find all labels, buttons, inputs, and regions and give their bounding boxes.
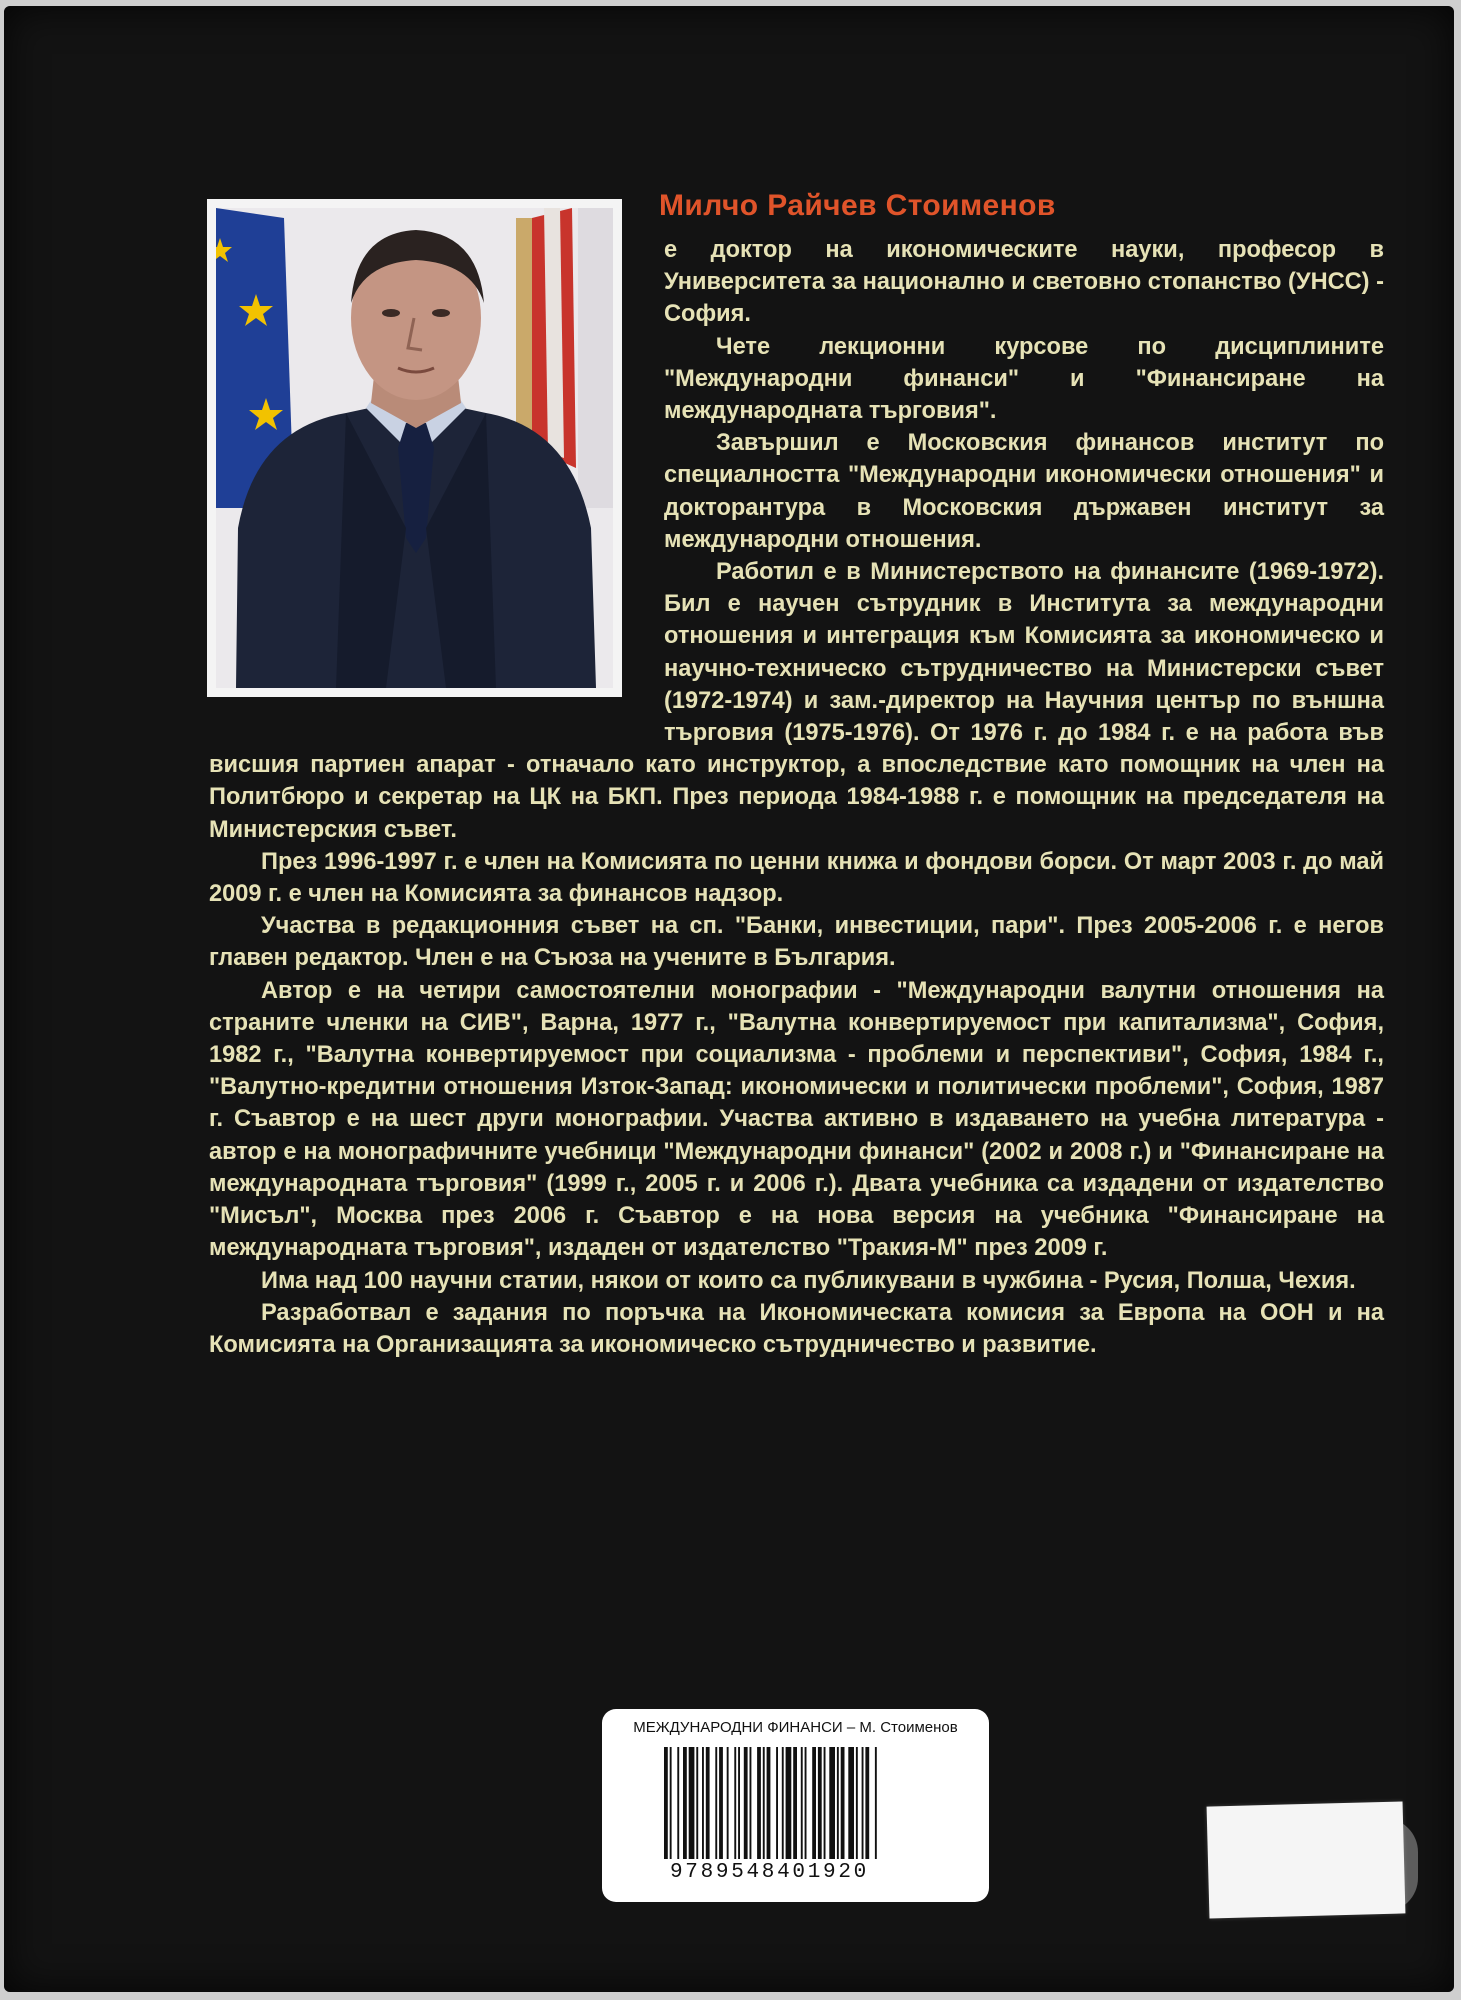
author-biography <box>209 234 1384 1361</box>
bio-paragraph-6: Участва в редакционния съвет на сп. "Банки, инвестиции, пари". През 2005-2006 г. е негов главен редактор. Член е на Съюза на учените в България. <box>209 913 1384 972</box>
isbn-number: 9789548401920 <box>670 1861 869 1884</box>
isbn-barcode-label <box>602 1709 989 1902</box>
bio-paragraph-8: Има над 100 научни статии, някои от които са публикувани в чужбина - Русия, Полша, Чехия. <box>261 1267 1356 1294</box>
bio-paragraph-9: Разработвал е задания по поръчка на Икономическата комисия за Европа на ООН и на Комисията на Организацията за икономическо сътрудничество и развитие. <box>209 1299 1384 1358</box>
bio-paragraph-4: Работил е в Министерството на финансите (1969-1972). Бил е научен сътрудник в Института за международни отношения и интеграция към Комисията за икономическо и научно-техническо сътрудничество на Министерски съвет (1972-1974) и зам.-директор на Научния център по външна търговия (1975-1976). От 1976 г. до 1984 г. е на работа във висшия партиен апарат - отначало като инструктор, а впоследствие като помощник на член на Политбюро и секретар на ЦК на БКП. През периода 1984-1988 г. е помощник на председателя на Министерския съвет. <box>209 559 1384 843</box>
photo-text-wrap-spacer <box>209 234 664 730</box>
author-name: Милчо Райчев Стоименов <box>659 189 1056 222</box>
bio-paragraph-7: Автор е на четири самостоятелни монографии - "Международни валутни отношения на страните членки на СИВ", Варна, 1977 г., "Валутна конвертируемост при капитализма", София, 1982 г., "Валутна конвертируемост при социализма - проблеми и перспективи", София, 1984 г., "Валутно-кредитни отношения Изток-Запад: икономически и политически проблеми", София, 1987 г. Съавтор е на шест други монографии. Участва активно в издаването на учебна литература - автор е на монографичните учебници "Международни финанси" (2002 и 2008 г.) и "Финансиране на международната търговия" (1999 г., 2005 г. и 2006 г.). Двата учебника са издадени от издателство "Мисъл", Москва през 2006 г. Съавтор е на нова версия на учебника "Финансиране на международната търговия", издаден от издателство "Тракия-М" през 2009 г. <box>209 977 1384 1262</box>
book-back-cover <box>4 6 1454 1992</box>
barcode-book-title: МЕЖДУНАРОДНИ ФИНАНСИ – М. Стоименов <box>633 1719 958 1736</box>
bio-paragraph-3: Завършил е Московския финансов институт по специалността "Международни икономически отношения" и докторантура в Московския държавен институт за международни отношения. <box>664 430 1384 553</box>
bio-paragraph-1: е доктор на икономическите науки, професор в Университета за национално и световно стопанство (УНСС) - София. <box>664 237 1384 328</box>
bio-paragraph-2: Чете лекционни курсове по дисциплините "Международни финанси" и "Финансиране на международната търговия". <box>664 333 1384 425</box>
price-sticker <box>1207 1801 1406 1918</box>
bio-paragraph-5: През 1996-1997 г. е член на Комисията по ценни книжа и фондови борси. От март 2003 г. до май 2009 г. е член на Комисията за финансов надзор. <box>209 848 1384 908</box>
